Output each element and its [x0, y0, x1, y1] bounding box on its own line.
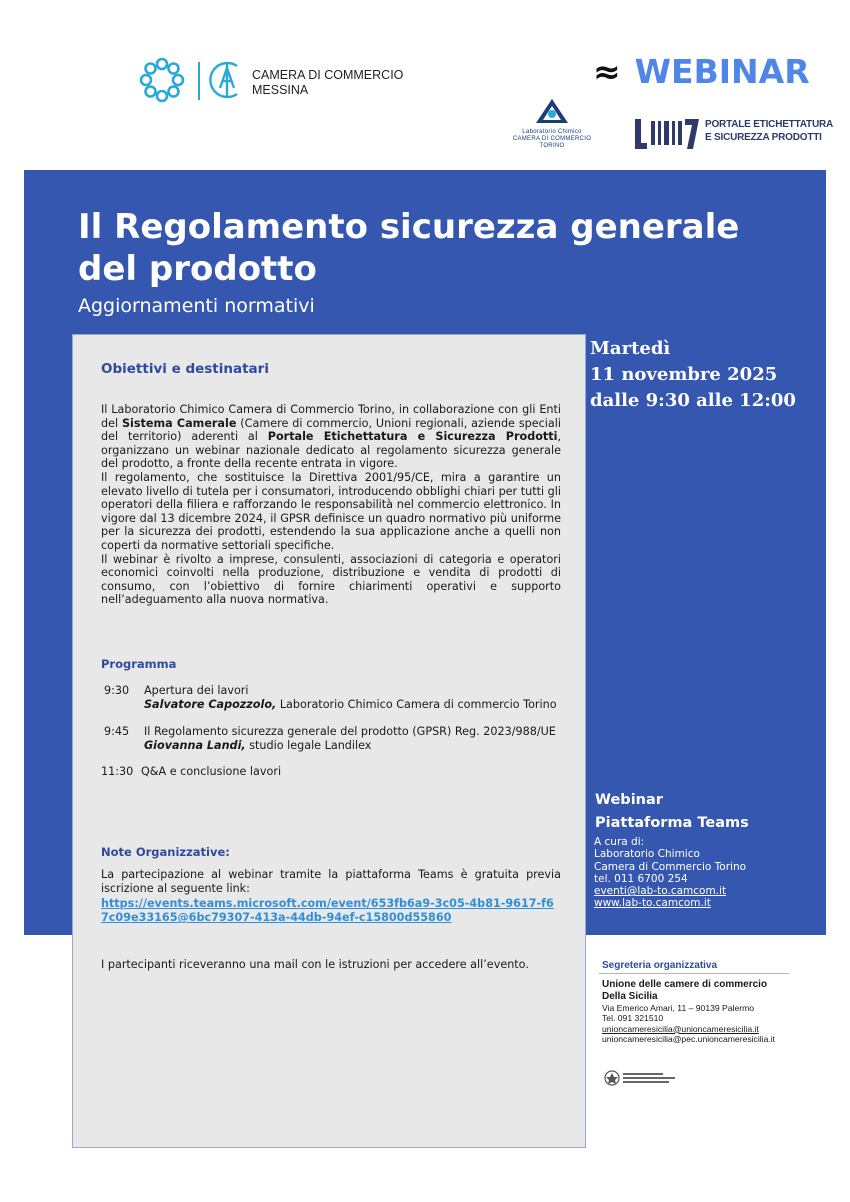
- p1-portale: Portale Etichettatura e Sicurezza Prodotti: [267, 430, 558, 444]
- government-emblem-icon: [603, 1067, 683, 1089]
- segreteria-email-link[interactable]: unioncameresicilia@unioncameresicilia.it: [602, 1023, 759, 1034]
- webinar-badge: [593, 52, 810, 92]
- title-line1: Il Regolamento sicurezza generale: [78, 207, 740, 247]
- segreteria-phone: Tel. 091 321510: [602, 1013, 664, 1024]
- obiettivi-body: [101, 403, 561, 607]
- note-text: La partecipazione al webinar tramite la piattaforma Teams è gratuita previa iscrizione al seguente link:: [101, 868, 561, 895]
- obiettivi-paragraph-3: Il webinar è rivolto a imprese, consulenti, associazioni di categoria e operatori economici coinvolti nella produzione, distribuzione e vendita di prodotti di consumo, con l’obiettivo di fornire chiarimenti operativi e supporto nell’adeguamento alla nuova normativa.: [101, 552, 561, 607]
- p1-sistema-camerale: Sistema Camerale: [121, 416, 237, 430]
- lab-logo-line2: CAMERA DI COMMERCIO TORINO: [512, 136, 592, 149]
- segreteria-info: [602, 1003, 775, 1044]
- programma-item-1: [104, 684, 557, 712]
- page-subtitle: Aggiornamenti normativi: [78, 295, 315, 317]
- obiettivi-paragraph-1: [101, 403, 561, 471]
- portale-line1: PORTALE ETICHETTATURA: [705, 119, 834, 130]
- lab-triangle-icon: [532, 97, 572, 125]
- contact-website-link[interactable]: www.lab-to.camcom.it: [594, 897, 711, 910]
- programma-speaker: Giovanna Landi,: [144, 739, 246, 752]
- programma-affiliation: Laboratorio Chimico Camera di commercio Torino: [276, 698, 557, 711]
- segreteria-org-line1: Unione delle camere di commercio: [602, 979, 768, 990]
- event-contact: [594, 836, 746, 910]
- note-closing: I partecipanti riceveranno una mail con le istruzioni per accedere all’evento.: [101, 958, 529, 971]
- obiettivi-paragraph-2: Il regolamento, che sostituisce la Direttiva 2001/95/CE, mira a garantire un elevato livello di tutela per i consumatori, introducendo obblighi chiari per tutti gli operatori della filiera e rafforzando le responsabilità nel commercio elettronico. In vigore dal 13 dicembre 2024, il GPSR definisce un quadro normativo più uniforme per la sicurezza dei prodotti, estendendo la sua applicazione anche a quelli non coperti da normative settoriali specifiche.: [101, 470, 561, 552]
- webinar-label: WEBINAR: [634, 52, 810, 91]
- segreteria-title: Segreteria organizzativa: [602, 960, 718, 971]
- programma-time: 9:45: [104, 725, 130, 738]
- camera-commercio-monogram-logo: [207, 58, 247, 102]
- org-name-line1: CAMERA DI COMMERCIO: [252, 68, 404, 82]
- segreteria-divider: [599, 973, 789, 974]
- lab-logo-line1: Laboratorio Chimico: [522, 129, 582, 135]
- portale-line2: E SICUREZZA PRODOTTI: [705, 132, 822, 143]
- obiettivi-heading: Obiettivi e destinatari: [101, 361, 269, 377]
- contact-line2: Laboratorio Chimico: [594, 848, 700, 861]
- programma-item-2: [104, 725, 556, 753]
- org-name: [252, 68, 403, 98]
- programma-speaker: Salvatore Capozzolo,: [144, 698, 277, 711]
- programma-time: 11:30: [101, 765, 134, 778]
- p1-text-a: Il Laboratorio Chimico Camera di Commercio Torino, in collaborazione con gli Enti del: [101, 403, 561, 430]
- event-date: 11 novembre 2025: [590, 364, 778, 385]
- p1-text-c: (Camere di commercio, Unioni regionali, aziende speciali del territorio) aderenti al: [101, 416, 561, 444]
- title-line2: del prodotto: [78, 249, 317, 289]
- segreteria-address: Via Emerico Amari, 11 – 90139 Palermo: [602, 1003, 755, 1013]
- approx-icon: ≈: [593, 52, 621, 91]
- contact-phone: tel. 011 6700 254: [594, 872, 688, 885]
- page-title: [78, 206, 798, 290]
- note-heading: Note Organizzative:: [101, 845, 230, 859]
- event-day: Martedì: [590, 338, 671, 359]
- contact-email-link[interactable]: eventi@lab-to.camcom.it: [594, 885, 727, 898]
- segreteria-org-line2: Della Sicilia: [602, 991, 658, 1002]
- programma-time: 9:30: [104, 684, 130, 697]
- programma-title: Apertura dei lavori: [144, 684, 249, 697]
- segreteria-pec[interactable]: unioncameresicilia@pec.unioncameresicilia.it: [602, 1033, 776, 1044]
- registration-link[interactable]: https://events.teams.microsoft.com/event/653fb6a9-3c05-4b81-9617-f67c09e33165@6bc79307-413a-44db-94ef-c15800d55860: [101, 897, 554, 924]
- event-time: dalle 9:30 alle 12:00: [590, 390, 796, 411]
- contact-line3: Camera di Commercio Torino: [594, 860, 747, 873]
- segreteria-org: [602, 979, 767, 1003]
- contact-line1: A cura di:: [594, 836, 645, 848]
- format-line1: Webinar: [595, 792, 663, 808]
- header-divider: [198, 62, 200, 100]
- format-line2: Piattaforma Teams: [595, 815, 749, 831]
- event-datetime: [590, 336, 796, 414]
- org-name-line2: MESSINA: [252, 83, 309, 97]
- event-format: [595, 789, 749, 835]
- portale-logo-text: [705, 118, 833, 144]
- programma-item-3: [101, 765, 281, 779]
- programma-affiliation: studio legale Landilex: [245, 739, 372, 752]
- programma-title: Il Regolamento sicurezza generale del prodotto (GPSR) Reg. 2023/988/UE: [144, 725, 556, 738]
- programma-title: Q&A e conclusione lavori: [141, 765, 282, 778]
- laboratorio-chimico-logo: [508, 97, 596, 147]
- programma-heading: Programma: [101, 657, 177, 671]
- p1-text-e: , organizzano un webinar nazionale dedicato al regolamento sicurezza generale del prodotto, a fronte della recente entrata in vigore.: [101, 430, 561, 471]
- camera-commercio-flower-logo: [137, 55, 187, 105]
